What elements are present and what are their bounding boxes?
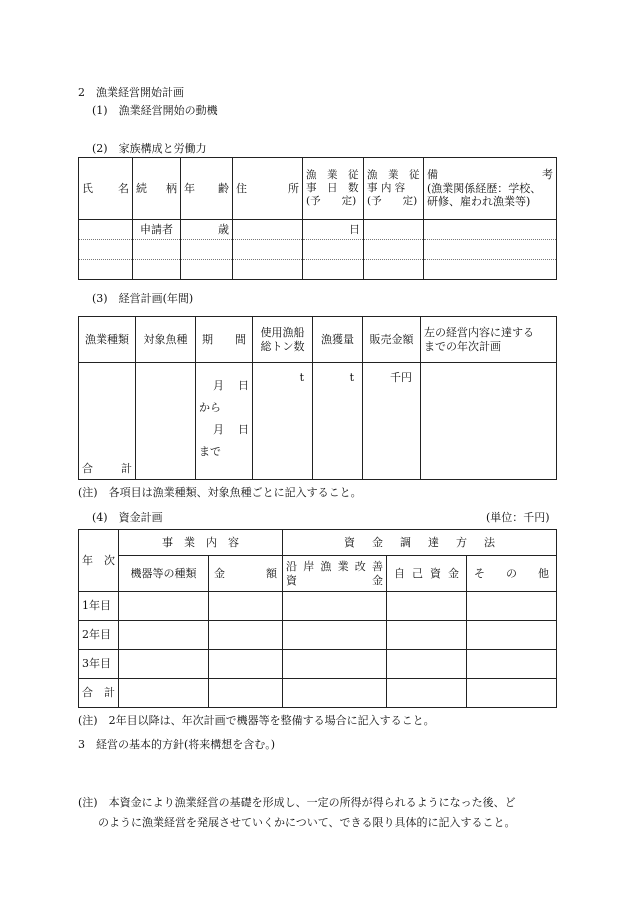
family-row-1-address[interactable] bbox=[233, 220, 303, 240]
header-name: 氏 名 bbox=[79, 158, 133, 220]
family-table bbox=[78, 157, 557, 280]
subsection-4-heading: (4) 資金計画 bbox=[92, 511, 163, 524]
note-3-line-2: のように漁業経営を発展させていくかについて、できる限り具体的に記入すること。 bbox=[98, 816, 516, 829]
fund-row-3-other[interactable] bbox=[467, 650, 557, 679]
fund-table bbox=[78, 529, 557, 708]
fund-header-equipment: 機器等の種類 bbox=[119, 556, 209, 592]
subsection-1-heading: (1) 漁業経営開始の動機 bbox=[92, 104, 218, 117]
note-1: (注) 各項目は漁業種類、対象魚種ごとに記入すること。 bbox=[78, 486, 362, 499]
fund-header-other: そ の 他 bbox=[467, 556, 557, 592]
header-work-content: 漁 業 従 事 内 容 (予 定) bbox=[364, 158, 424, 220]
fund-row-2-other[interactable] bbox=[467, 621, 557, 650]
family-row-3-remarks[interactable] bbox=[424, 260, 557, 280]
section-3-heading: 3 経営の基本的方針(将来構想を含む。) bbox=[78, 738, 276, 751]
family-row-1-name[interactable] bbox=[79, 220, 133, 240]
plan-table bbox=[78, 316, 557, 480]
note-3-line-1: (注) 本資金により漁業経営の基礎を形成し、一定の所得が得られるようになった後、ど bbox=[78, 796, 516, 809]
fund-total-amount[interactable] bbox=[209, 679, 283, 708]
fund-total-equipment[interactable] bbox=[119, 679, 209, 708]
plan-header-target-species: 対象魚種 bbox=[136, 317, 196, 363]
fund-header-funding: 資 金 調 達 方 法 bbox=[283, 530, 557, 556]
family-row-2-address[interactable] bbox=[233, 240, 303, 260]
fund-row-3-own[interactable] bbox=[387, 650, 467, 679]
family-row-2-age[interactable] bbox=[181, 240, 233, 260]
fund-row-3-equipment[interactable] bbox=[119, 650, 209, 679]
family-row-2-relation[interactable] bbox=[133, 240, 181, 260]
plan-catch-input[interactable]: t bbox=[313, 363, 363, 480]
fund-row-3-amount[interactable] bbox=[209, 650, 283, 679]
family-row-1-age[interactable]: 歳 bbox=[181, 220, 233, 240]
fund-total-coastal[interactable] bbox=[283, 679, 387, 708]
family-row-3-address[interactable] bbox=[233, 260, 303, 280]
plan-header-tonnage: 使用漁船 総トン数 bbox=[253, 317, 313, 363]
fund-row-2-label: 2年目 bbox=[79, 621, 119, 650]
header-relation: 続 柄 bbox=[133, 158, 181, 220]
header-remarks: 備 考 (漁業関係経歴：学校、 研修、雇われ漁業等) bbox=[424, 158, 557, 220]
plan-sales-input[interactable]: 千円 bbox=[363, 363, 421, 480]
family-row-1-remarks[interactable] bbox=[424, 220, 557, 240]
fund-header-coastal: 沿 岸 漁 業 改 善 資 金 bbox=[283, 556, 387, 592]
header-address: 住 所 bbox=[233, 158, 303, 220]
header-age: 年 齢 bbox=[181, 158, 233, 220]
unit-label: (単位：千円) bbox=[486, 511, 550, 524]
note-2: (注) 2年目以降は、年次計画で機器等を整備する場合に記入すること。 bbox=[78, 714, 435, 727]
fund-row-1-coastal[interactable] bbox=[283, 592, 387, 621]
fund-row-1-other[interactable] bbox=[467, 592, 557, 621]
family-row-3-work[interactable] bbox=[364, 260, 424, 280]
fund-row-2-own[interactable] bbox=[387, 621, 467, 650]
fund-header-year: 年 次 bbox=[79, 530, 119, 592]
fund-header-amount: 金 額 bbox=[209, 556, 283, 592]
fund-row-2-amount[interactable] bbox=[209, 621, 283, 650]
family-row-1-work[interactable] bbox=[364, 220, 424, 240]
family-row-3-age[interactable] bbox=[181, 260, 233, 280]
plan-header-fishery-type: 漁業種類 bbox=[79, 317, 136, 363]
plan-header-yearly-plan: 左の経営内容に達する までの年次計画 bbox=[421, 317, 557, 363]
family-row-1-days[interactable]: 日 bbox=[303, 220, 364, 240]
fund-row-1-amount[interactable] bbox=[209, 592, 283, 621]
header-work-days: 漁 業 従 事 日 数 (予 定) bbox=[303, 158, 364, 220]
plan-header-catch: 漁獲量 bbox=[313, 317, 363, 363]
section-2-heading: 2 漁業経営開始計画 bbox=[78, 86, 184, 99]
plan-total-cell: 合 計 bbox=[79, 363, 136, 480]
fund-row-3-label: 3年目 bbox=[79, 650, 119, 679]
plan-period-cell[interactable]: 月 日 から 月 日 まで bbox=[196, 363, 253, 480]
family-row-1-relation: 申請者 bbox=[133, 220, 181, 240]
family-row-2-work[interactable] bbox=[364, 240, 424, 260]
family-row-3-name[interactable] bbox=[79, 260, 133, 280]
plan-header-period: 期 間 bbox=[196, 317, 253, 363]
fund-row-1-label: 1年目 bbox=[79, 592, 119, 621]
plan-tonnage-input[interactable]: t bbox=[253, 363, 313, 480]
family-row-2-remarks[interactable] bbox=[424, 240, 557, 260]
subsection-2-heading: (2) 家族構成と労働力 bbox=[92, 142, 207, 155]
fund-header-own: 自 己 資 金 bbox=[387, 556, 467, 592]
fund-total-other[interactable] bbox=[467, 679, 557, 708]
fund-row-1-equipment[interactable] bbox=[119, 592, 209, 621]
plan-header-sales: 販売金額 bbox=[363, 317, 421, 363]
fund-header-business: 事 業 内 容 bbox=[119, 530, 283, 556]
subsection-3-heading: (3) 経営計画(年間) bbox=[92, 292, 194, 305]
family-row-3-relation[interactable] bbox=[133, 260, 181, 280]
plan-target-species-input[interactable] bbox=[136, 363, 196, 480]
family-row-2-days[interactable] bbox=[303, 240, 364, 260]
fund-row-2-equipment[interactable] bbox=[119, 621, 209, 650]
fund-total-label: 合 計 bbox=[79, 679, 119, 708]
plan-yearly-plan-input[interactable] bbox=[421, 363, 557, 480]
fund-row-2-coastal[interactable] bbox=[283, 621, 387, 650]
fund-row-1-own[interactable] bbox=[387, 592, 467, 621]
family-row-3-days[interactable] bbox=[303, 260, 364, 280]
family-row-2-name[interactable] bbox=[79, 240, 133, 260]
fund-total-own[interactable] bbox=[387, 679, 467, 708]
fund-row-3-coastal[interactable] bbox=[283, 650, 387, 679]
